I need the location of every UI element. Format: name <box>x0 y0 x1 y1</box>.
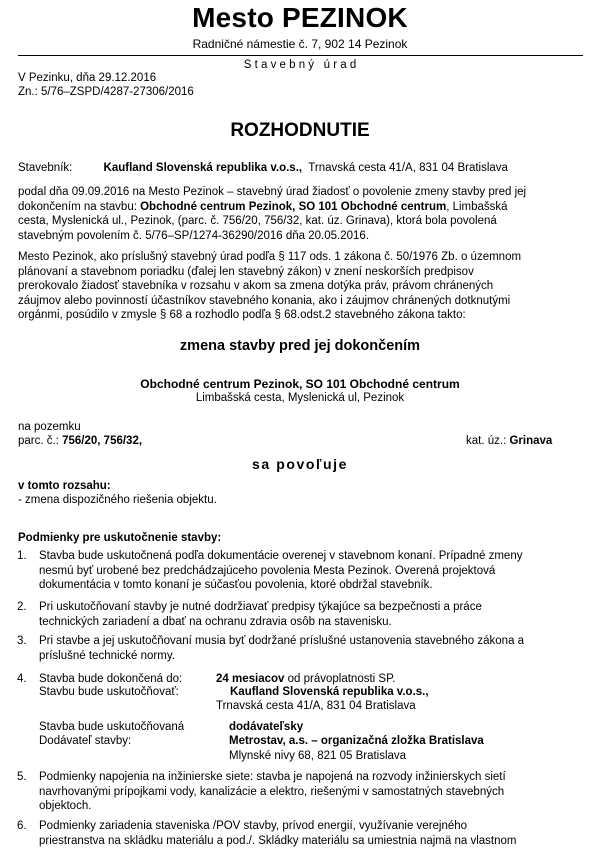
date-line: V Pezinku, dňa 29.12.2016 <box>18 72 157 84</box>
parcel-numbers: 756/20, 756/32, <box>62 435 143 447</box>
paragraph-line: záujmov alebo povinností účastníkov stavebného konania, ako i záujmov chránených dotknutými <box>18 294 511 307</box>
cadastre-row <box>466 434 552 449</box>
deadline-rest: od právoplatnosti SP. <box>287 673 396 685</box>
city-title: Mesto PEZINOK <box>192 2 408 33</box>
paragraph-line: orgánmi, posúdilo v zmysle § 68 a rozhodlo podľa § 68.odst.2 stavebného zákona takto: <box>18 309 466 321</box>
header-divider <box>18 55 583 56</box>
supplier-name: Metrostav, a.s. – organizačná zložka Bratislava <box>229 735 484 747</box>
condition-line: Pri uskutočňovaní stavby je nutné dodržiavať predpisy týkajúce sa bezpečnosti a práce <box>39 601 482 613</box>
construction-mode-label: Stavba bude uskutočňovaná <box>39 721 185 733</box>
deadline-value: 24 mesiacov <box>216 673 285 685</box>
project-name: Obchodné centrum Pezinok, SO 101 Obchodné centrum <box>140 377 460 391</box>
scope-item: - zmena dispozičného riešenia objektu. <box>18 494 217 506</box>
condition-line: Stavba bude uskutočnená podľa dokumentácie overenej v stavebnom konaní. Prípadné zmeny <box>39 550 523 562</box>
condition-3-text <box>39 634 582 663</box>
condition-line: objektoch. <box>39 800 92 812</box>
condition-line: navrhovanými prípojkami vody, kanalizácie a elektro, riešenými v samostatných stavebných <box>39 785 505 798</box>
condition-line: nesmú byť urobené bez predchádzajúceho povolenia Mesta Pezinok. Overená projektová <box>39 564 496 577</box>
condition-number: 3. <box>17 635 27 647</box>
condition-line: Pri stavbe a jej uskutočňovaní musia byť dodržané príslušné ustanovenia stavebného zákona a <box>39 635 525 647</box>
conditions-heading: Podmienky pre uskutočnenie stavby: <box>18 532 222 544</box>
condition-line: priestranstva na skládku materiálu a pod./. Skládky materiálu sa umiestnia najmä na vlastnom <box>39 834 517 847</box>
reference-number: Zn.: 5/76–ZSPD/4287-27306/2016 <box>18 86 194 98</box>
executor-name: Kaufland Slovenská republika v.o.s., <box>230 686 429 698</box>
project-location: Limbašská cesta, Myslenická ul, Pezinok <box>195 392 405 404</box>
cadastre-value: Grinava <box>509 435 553 447</box>
condition-line: Podmienky napojenia na inžinierske siete: stavba je napojená na rozvody inžinierskych sietí <box>39 771 506 783</box>
cadastre-label: kat. úz.: <box>466 435 507 447</box>
condition-2-text <box>39 600 582 629</box>
decision-title: ROZHODNUTIE <box>230 120 370 141</box>
paragraph-line: Mesto Pezinok, ako príslušný stavebný úrad podľa § 117 ods. 1 zákona č. 50/1976 Zb. o územnom <box>18 251 522 263</box>
supplier-address: Mlynské nivy 68, 821 05 Bratislava <box>229 750 407 762</box>
condition-number: 2. <box>17 601 27 613</box>
condition-line: technických zariadení a dbať na ochranu zdravia osôb na stavenisku. <box>39 615 392 628</box>
condition-number: 1. <box>17 550 27 562</box>
executor-label: Stavbu bude uskutočňovať: <box>39 686 179 698</box>
builder-label: Stavebník: <box>18 162 73 174</box>
parcel-intro: na pozemku <box>18 421 81 433</box>
condition-1-text <box>39 549 582 593</box>
supplier-label: Dodávateľ stavby: <box>39 735 132 747</box>
builder-row <box>18 161 508 176</box>
deadline-label: Stavba bude dokončená do: <box>39 673 183 685</box>
condition-line: dokumentácia v tomto konaní je súčasťou povolenia, ktoré obdržal stavebník. <box>39 579 433 591</box>
condition-number: 5. <box>17 771 27 783</box>
paragraph-line: plánovaní a stavebnom poriadku (ďalej len stavebný zákon) v znení neskorších predpisov <box>18 265 474 278</box>
condition-line: Podmienky zariadenia staveniska /POV stavby, prívod energií, využívanie verejného <box>39 820 468 832</box>
condition-line: príslušné technické normy. <box>39 649 175 662</box>
condition-number: 4. <box>17 673 27 685</box>
paragraph-line: dokončením na stavbu: Obchodné centrum Pezinok, SO 101 Obchodné centrum, Limbašská <box>18 200 508 213</box>
scope-heading: v tomto rozsahu: <box>18 480 111 492</box>
paragraph-line: cesta, Myslenická ul., Pezinok, (parc. č. 756/20, 756/32, kat. úz. Grinava), ktorá bola povolená <box>18 215 497 227</box>
paragraph-line: podal dňa 09.09.2016 na Mesto Pezinok – stavebný úrad žiadosť o povolenie zmeny stavby pred jej <box>18 186 527 198</box>
building-office-label: S t a v e b n ý ú r a d <box>243 59 357 71</box>
builder-name: Kaufland Slovenská republika v.o.s., <box>103 162 303 174</box>
condition-number: 6. <box>17 820 27 832</box>
parcel-row <box>18 434 142 449</box>
parcel-label: parc. č.: <box>18 435 59 447</box>
change-heading: zmena stavby pred jej dokončením <box>179 338 421 354</box>
condition-5-text <box>39 770 582 814</box>
application-paragraph <box>18 185 583 243</box>
construction-mode-value: dodávateľsky <box>229 721 304 733</box>
paragraph-line: prerokovalo žiadosť stavebníka v rozsahu v akom sa zmena dotýka práv, právom chránených <box>18 280 494 292</box>
paragraph-line: stavebným povolením č. 5/76–SP/1274-36290/2016 dňa 20.05.2016. <box>18 229 370 242</box>
authority-paragraph <box>18 250 583 323</box>
executor-address: Trnavská cesta 41/A, 831 04 Bratislava <box>216 700 416 712</box>
city-address: Radničné námestie č. 7, 902 14 Pezinok <box>192 37 408 51</box>
condition-6-text <box>39 819 582 848</box>
permits-heading: sa povoľuje <box>251 456 349 472</box>
builder-address: Trnavská cesta 41/A, 831 04 Bratislava <box>308 162 508 174</box>
